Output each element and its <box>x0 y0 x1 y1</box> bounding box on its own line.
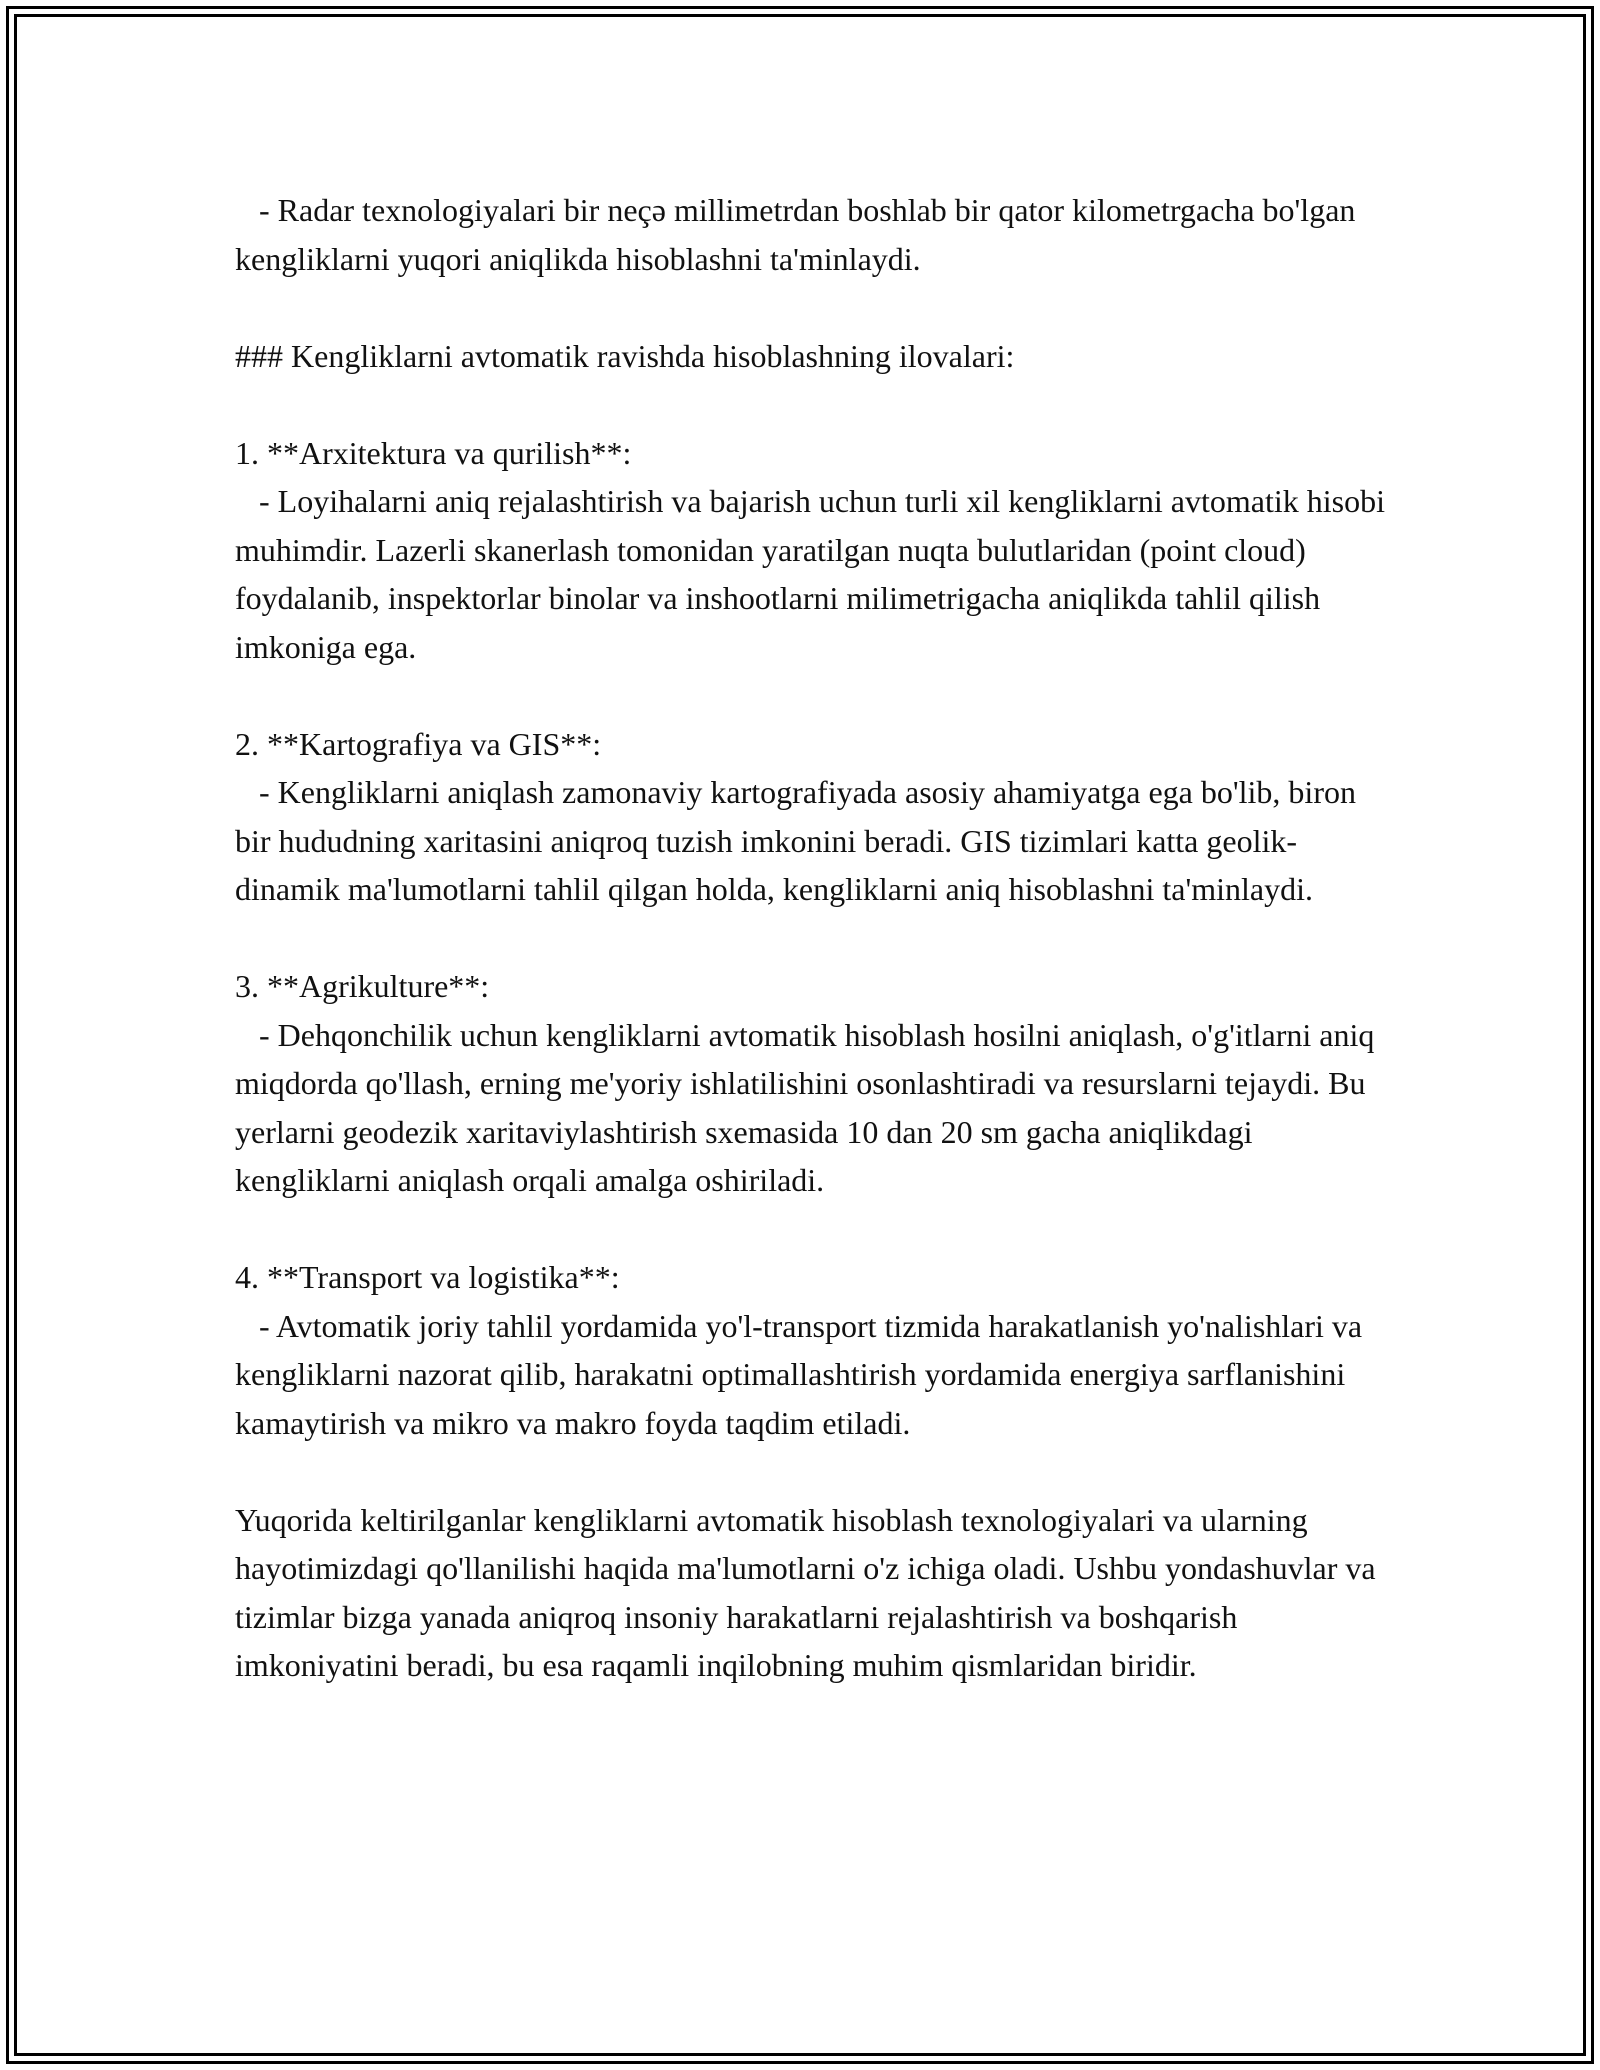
list-item-body: - Dehqonchilik uchun kengliklarni avtomatik hisoblash hosilni aniqlash, o'g'itlarni aniq miqdorda qo'llash, erning me'yoriy ishlatilishini osonlashtiradi va resurslarni tejaydi. Bu yerlarni geodezik xaritaviylashtirish sxemasida 10 dan 20 sm gacha aniqlikdagi kengliklarni aniqlash orqali amalga oshiriladi. <box>235 1016 1383 1198</box>
conclusion-paragraph: Yuqorida keltirilganlar kengliklarni avtomatik hisoblash texnologiyalari va ularning hayotimizdagi qo'llanilishi haqida ma'lumotlarni o'z ichiga oladi. Ushbu yondashuvlar va tizimlar bizga yanada aniqroq insoniy harakatlarni rejalashtirish va boshqarish imkoniyatini beradi, bu esa raqamli inqilobning muhim qismlaridan biridir. <box>235 1501 1384 1683</box>
spacer <box>235 283 1395 332</box>
document-body <box>235 186 1395 1690</box>
list-item-title: 4. **Transport va logistika**: <box>235 1259 620 1295</box>
list-item-title: 3. **Agrikulture**: <box>235 968 490 1004</box>
list-item-body: - Avtomatik joriy tahlil yordamida yo'l-transport tizmida harakatlanish yo'nalishlari va kengliklarni nazorat qilib, harakatni optimallashtirish yordamida energiya sarflanishini kamaytirish va mikro va makro foyda taqdim etiladi. <box>235 1307 1371 1441</box>
list-item-body: - Kengliklarni aniqlash zamonaviy kartografiyada asosiy ahamiyatga ega bo'lib, biron bir hududning xaritasini aniqroq tuzish imkonini beradi. GIS tizimlari katta geolik-dinamik ma'lumotlarni tahlil qilgan holda, kengliklarni aniq hisoblashni ta'minlaydi. <box>235 774 1364 907</box>
list-item-body: - Loyihalarni aniq rejalashtirish va bajarish uchun turli xil kengliklarni avtomatik hisobi muhimdir. Lazerli skanerlash tomonidan yaratilgan nuqta bulutlaridan (point cloud) foydalanib, inspektorlar binolar va inshootlarni milimetrigacha aniqlikda tahlil qilish imkoniga ega. <box>235 483 1393 665</box>
spacer <box>235 914 1395 963</box>
list-item-title: 2. **Kartografiya va GIS**: <box>235 725 602 762</box>
section-heading: ### Kengliklarni avtomatik ravishda hisoblashning ilovalari: <box>235 337 1015 374</box>
list-item-title: 1. **Arxitektura va qurilish**: <box>235 434 632 471</box>
spacer <box>235 671 1395 720</box>
spacer <box>235 380 1395 429</box>
spacer <box>235 1205 1395 1254</box>
spacer <box>235 1447 1395 1496</box>
intro-paragraph: - Radar texnologiyalari bir neçə millimetrdan boshlab bir qator kilometrgacha bo'lgan kengliklarni yuqori aniqlikda hisoblashni ta'minlaydi. <box>235 192 1364 277</box>
